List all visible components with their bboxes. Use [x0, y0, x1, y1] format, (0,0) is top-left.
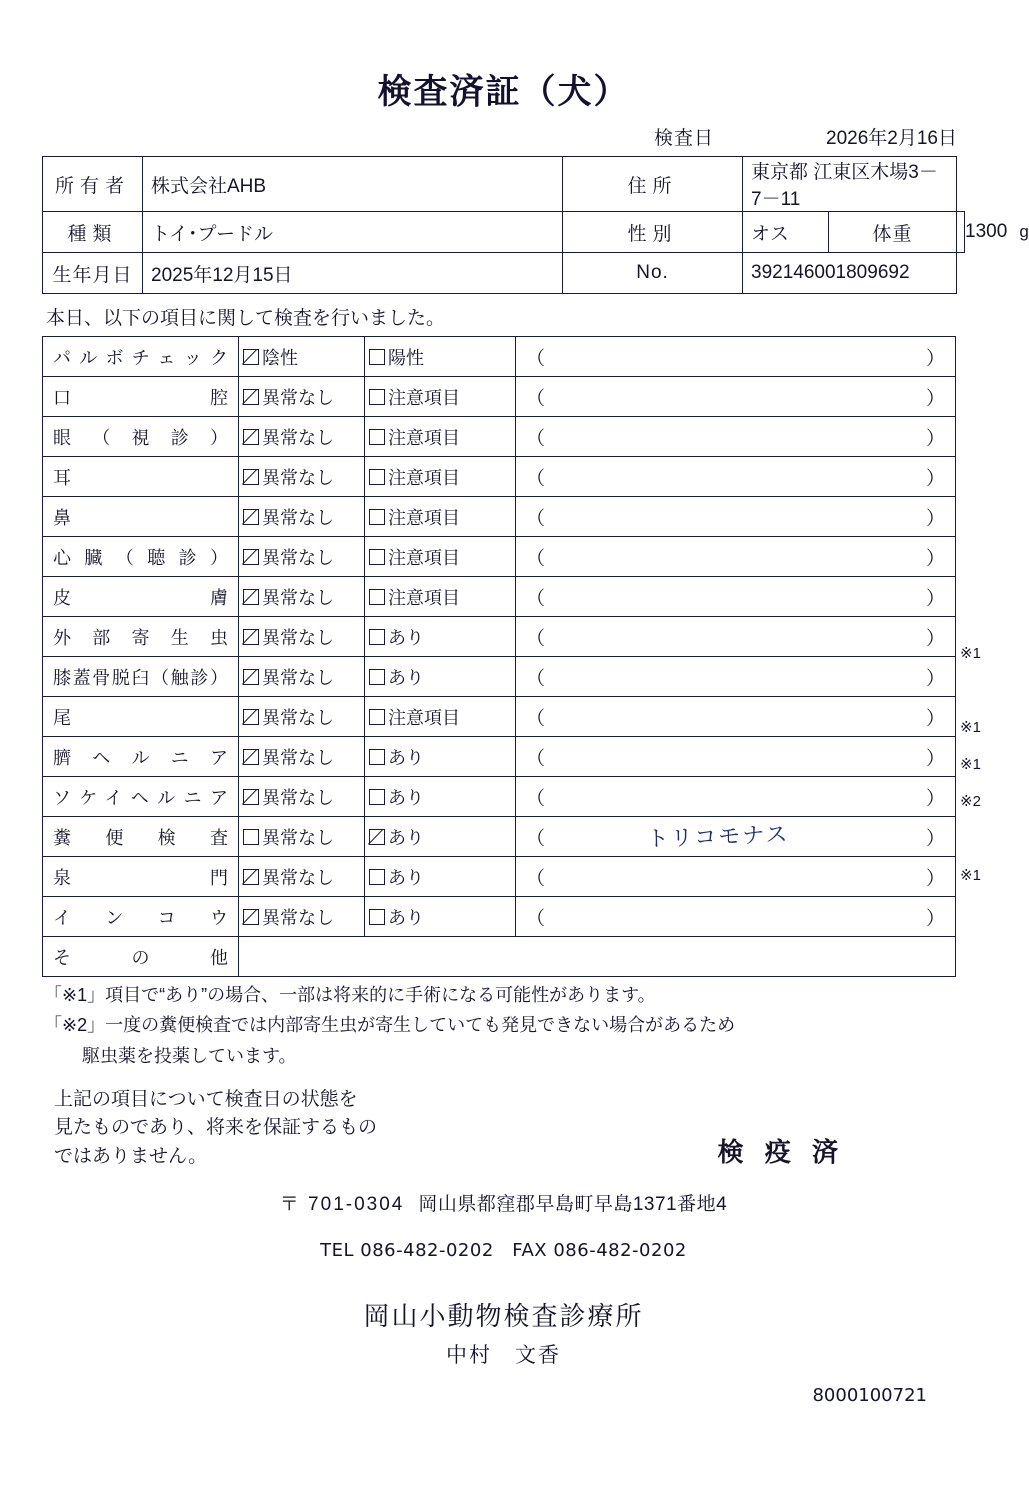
checkbox-option-2[interactable] — [365, 857, 516, 897]
checkbox-option-2-label: 注意項目 — [388, 507, 460, 528]
paren-open: （ — [526, 708, 546, 729]
owner-value: 株式会社AHB — [143, 157, 563, 212]
clinic-address — [42, 1189, 965, 1216]
checkbox-option-2-label: 注意項目 — [388, 707, 460, 728]
paren-open: （ — [526, 388, 546, 409]
checkbox-option-2[interactable] — [365, 657, 516, 697]
checkbox-option-2[interactable] — [365, 457, 516, 497]
weight-value: 1300 — [965, 221, 1008, 242]
inspection-item-label: 膝蓋骨脱臼（触診） — [43, 657, 239, 697]
paren-close: ） — [925, 468, 945, 489]
inspection-note-field[interactable] — [516, 817, 956, 857]
inspection-item-label: 耳 — [43, 457, 239, 497]
paren-open: （ — [526, 668, 546, 689]
checkbox-option-2[interactable] — [365, 697, 516, 737]
checkbox-option-2-label: 注意項目 — [388, 587, 460, 608]
checkbox-icon[interactable] — [369, 869, 385, 885]
sex-value: オス — [743, 212, 829, 253]
weight-label: 体重 — [829, 212, 957, 253]
inspection-item-label: 尾 — [43, 697, 239, 737]
paren-close: ） — [925, 428, 945, 449]
checkbox-icon[interactable] — [369, 389, 385, 405]
quarantine-stamp: 検 疫 済 — [717, 1136, 845, 1167]
table-row — [43, 657, 956, 697]
disclaimer-line-3: ではありません。 — [54, 1145, 208, 1167]
exam-date-row — [42, 123, 965, 150]
paren-open: （ — [526, 548, 546, 569]
checkbox-icon[interactable] — [369, 789, 385, 805]
page-title: 検査済証（犬） — [377, 73, 630, 111]
checkbox-option-2[interactable] — [365, 897, 516, 937]
inspection-item-label: 心臓（聴診） — [43, 537, 239, 577]
checkbox-option-1[interactable] — [239, 497, 365, 537]
checkbox-option-2-label: あり — [388, 907, 424, 928]
remark-marker: ※2 — [960, 793, 981, 810]
checkbox-option-1[interactable] — [239, 737, 365, 777]
checkbox-option-1[interactable] — [239, 817, 365, 857]
no-label: No. — [563, 253, 743, 294]
checkbox-option-2[interactable] — [365, 417, 516, 457]
exam-date-label: 検査日 — [654, 128, 715, 149]
table-row — [43, 417, 956, 457]
inspection-item-label: 眼（視診） — [43, 417, 239, 457]
inspection-note-field[interactable] — [516, 577, 956, 617]
inspection-item-label: パルボチェック — [43, 337, 239, 377]
checkbox-option-1-label: 異常なし — [262, 467, 334, 488]
inspection-note-field[interactable] — [516, 697, 956, 737]
inspection-item-blank — [239, 937, 956, 977]
paren-open: （ — [526, 348, 546, 369]
checkbox-option-2-label: 注意項目 — [388, 427, 460, 448]
inspection-item-label: 泉門 — [43, 857, 239, 897]
serial-number: 8000100721 — [812, 1385, 927, 1407]
clinic-name: 岡山小動物検査診療所 — [363, 1301, 644, 1332]
paren-close: ） — [925, 548, 945, 569]
weight-unit: g — [1019, 222, 1029, 241]
checkbox-icon[interactable] — [243, 789, 259, 805]
checkbox-option-1-label: 異常なし — [262, 547, 334, 568]
footnote-3-text: 駆虫薬を投薬しています。 — [82, 1045, 297, 1066]
checkbox-option-1[interactable] — [239, 337, 365, 377]
inspection-item-label: 皮膚 — [43, 577, 239, 617]
checkbox-icon[interactable] — [243, 829, 259, 845]
inspection-note-field[interactable] — [516, 737, 956, 777]
checkbox-option-1-label: 異常なし — [262, 587, 334, 608]
inspection-note-field[interactable] — [516, 337, 956, 377]
paren-close: ） — [925, 388, 945, 409]
table-row — [43, 937, 956, 977]
checkbox-option-1-label: 異常なし — [262, 427, 334, 448]
paren-close: ） — [925, 908, 945, 929]
inspector-name: 中村 文香 — [446, 1344, 561, 1368]
checkbox-option-2-label: 注意項目 — [388, 467, 460, 488]
inspection-note-field[interactable] — [516, 497, 956, 537]
checkbox-option-2[interactable] — [365, 737, 516, 777]
checkbox-option-2-label: あり — [388, 747, 424, 768]
checkbox-option-1-label: 異常なし — [262, 907, 334, 928]
paren-open: （ — [526, 508, 546, 529]
paren-open: （ — [526, 748, 546, 769]
checkbox-icon[interactable] — [243, 469, 259, 485]
inspection-item-label: 臍ヘルニア — [43, 737, 239, 777]
remark-marker: ※1 — [960, 867, 981, 884]
checkbox-icon[interactable] — [369, 549, 385, 565]
checkbox-icon[interactable] — [369, 829, 385, 845]
checkbox-option-2-label: 注意項目 — [388, 547, 460, 568]
table-row — [43, 577, 956, 617]
paren-open: （ — [526, 868, 546, 889]
checkbox-icon[interactable] — [369, 669, 385, 685]
checkbox-option-1[interactable] — [239, 657, 365, 697]
checkbox-icon[interactable] — [369, 509, 385, 525]
checkbox-option-1-label: 異常なし — [262, 707, 334, 728]
breed-value: トイ･プードル — [143, 212, 563, 253]
checkbox-option-1[interactable] — [239, 897, 365, 937]
checkbox-icon[interactable] — [369, 709, 385, 725]
remark-marker: ※1 — [960, 645, 981, 662]
checkbox-option-1[interactable] — [239, 577, 365, 617]
table-row — [43, 457, 956, 497]
checkbox-option-1[interactable] — [239, 377, 365, 417]
footnote-2: 「※2」一度の糞便検査では内部寄生虫が寄生していても発見できない場合があるため — [44, 1015, 736, 1036]
inspection-note-field[interactable] — [516, 777, 956, 817]
checkbox-option-2-label: あり — [388, 827, 424, 848]
paren-open: （ — [526, 628, 546, 649]
table-row — [43, 777, 956, 817]
exam-date-value: 2026年2月16日 — [826, 128, 957, 149]
footnote-1: 「※1」項目で“あり”の場合、一部は将来的に手術になる可能性があります。 — [44, 985, 656, 1005]
checkbox-option-2[interactable] — [365, 537, 516, 577]
paren-close: ） — [925, 708, 945, 729]
checkbox-option-1[interactable] — [239, 857, 365, 897]
owner-label: 所有者 — [43, 157, 143, 212]
handwritten-note: トリコモナス — [646, 821, 790, 852]
checkbox-option-2-label: あり — [388, 867, 424, 888]
checks-section — [42, 336, 981, 977]
remark-marker: ※1 — [960, 719, 981, 736]
address-value: 東京都 江東区木場3－7－11 — [743, 157, 957, 212]
weight-cell — [957, 212, 1029, 253]
birthdate-value: 2025年12月15日 — [143, 253, 563, 294]
checkbox-option-1-label: 異常なし — [262, 827, 334, 848]
paren-open: （ — [526, 908, 546, 929]
checkbox-icon[interactable] — [243, 549, 259, 565]
inspection-note-field[interactable] — [516, 857, 956, 897]
checkbox-icon[interactable] — [243, 389, 259, 405]
inspection-item-label: 糞便検査 — [43, 817, 239, 857]
inspection-item-label: 鼻 — [43, 497, 239, 537]
paren-close: ） — [925, 588, 945, 609]
checkbox-icon[interactable] — [369, 749, 385, 765]
lead-text: 本日、以下の項目に関して検査を行いました。 — [46, 308, 446, 329]
checkbox-icon[interactable] — [369, 349, 385, 365]
inspection-note-field[interactable] — [516, 377, 956, 417]
checkbox-option-2[interactable] — [365, 817, 516, 857]
checkbox-option-1[interactable] — [239, 697, 365, 737]
disclaimer-line-1: 上記の項目について検査日の状態を — [54, 1088, 358, 1110]
table-row — [43, 253, 965, 294]
inspection-item-label: インコウ — [43, 897, 239, 937]
paren-close: ） — [925, 668, 945, 689]
checkbox-icon[interactable] — [243, 669, 259, 685]
paren-close: ） — [925, 868, 945, 889]
checkbox-icon[interactable] — [243, 909, 259, 925]
paren-close: ） — [925, 748, 945, 769]
checkbox-icon[interactable] — [243, 749, 259, 765]
checkbox-option-1-label: 異常なし — [262, 867, 334, 888]
inspection-item-label: 口腔 — [43, 377, 239, 417]
checkbox-option-2[interactable] — [365, 497, 516, 537]
paren-open: （ — [526, 428, 546, 449]
checkbox-option-1-label: 異常なし — [262, 787, 334, 808]
table-row — [43, 157, 965, 212]
inspection-note-field[interactable] — [516, 457, 956, 497]
inspection-items-table — [42, 336, 956, 977]
paren-close: ） — [925, 348, 945, 369]
clinic-zip: 〒 701-0304 — [279, 1194, 405, 1216]
table-row — [43, 617, 956, 657]
table-row — [43, 212, 965, 253]
table-row — [43, 497, 956, 537]
checkbox-option-1-label: 陰性 — [262, 347, 298, 368]
inspection-item-label: ソケイヘルニア — [43, 777, 239, 817]
table-row — [43, 377, 956, 417]
checkbox-option-1-label: 異常なし — [262, 387, 334, 408]
paren-open: （ — [526, 468, 546, 489]
checkbox-icon[interactable] — [369, 429, 385, 445]
checkbox-icon[interactable] — [369, 589, 385, 605]
remark-marker: ※1 — [960, 756, 981, 773]
inspection-item-label: 外部寄生虫 — [43, 617, 239, 657]
checkbox-option-1-label: 異常なし — [262, 627, 334, 648]
checkbox-option-1[interactable] — [239, 617, 365, 657]
checkbox-icon[interactable] — [243, 509, 259, 525]
checkbox-option-1[interactable] — [239, 537, 365, 577]
checkbox-icon[interactable] — [243, 589, 259, 605]
checkbox-icon[interactable] — [369, 629, 385, 645]
certificate-page — [0, 64, 1029, 1488]
owner-info-table — [42, 156, 1029, 294]
checkbox-icon[interactable] — [369, 469, 385, 485]
checkbox-option-1[interactable] — [239, 777, 365, 817]
checkbox-option-1-label: 異常なし — [262, 747, 334, 768]
table-row — [43, 817, 956, 857]
address-label: 住所 — [563, 157, 743, 212]
paren-close: ） — [925, 828, 945, 849]
checkbox-icon[interactable] — [243, 349, 259, 365]
checkbox-option-1-label: 異常なし — [262, 667, 334, 688]
checkbox-option-2[interactable] — [365, 377, 516, 417]
inspection-note-field[interactable] — [516, 537, 956, 577]
checkbox-icon[interactable] — [369, 909, 385, 925]
inspection-note-field[interactable] — [516, 897, 956, 937]
checkbox-option-2-label: あり — [388, 667, 424, 688]
paren-open: （ — [526, 588, 546, 609]
paren-close: ） — [925, 508, 945, 529]
checkbox-option-2-label: あり — [388, 627, 424, 648]
breed-label: 種類 — [43, 212, 143, 253]
checkbox-option-2-label: 陽性 — [388, 347, 424, 368]
checkbox-option-2-label: 注意項目 — [388, 387, 460, 408]
checkbox-icon[interactable] — [243, 869, 259, 885]
inspection-note-field[interactable] — [516, 657, 956, 697]
checkbox-option-2[interactable] — [365, 337, 516, 377]
birthdate-label: 生年月日 — [43, 253, 143, 294]
checkbox-option-1[interactable] — [239, 457, 365, 497]
no-value: 392146001809692 — [743, 253, 957, 294]
clinic-contact: TEL 086-482-0202 FAX 086-482-0202 — [320, 1240, 687, 1262]
table-row — [43, 857, 956, 897]
footnote-3 — [44, 1044, 965, 1068]
checkbox-option-2[interactable] — [365, 777, 516, 817]
table-row — [43, 537, 956, 577]
checkbox-icon[interactable] — [243, 629, 259, 645]
paren-close: ） — [925, 628, 945, 649]
table-row — [43, 897, 956, 937]
inspection-note-field[interactable] — [516, 417, 956, 457]
footer-block — [42, 1086, 965, 1416]
inspection-note-field[interactable] — [516, 617, 956, 657]
paren-open: （ — [526, 788, 546, 809]
checkbox-option-2[interactable] — [365, 617, 516, 657]
paren-close: ） — [925, 788, 945, 809]
sex-label: 性別 — [563, 212, 743, 253]
checkbox-option-2[interactable] — [365, 577, 516, 617]
paren-open: （ — [526, 828, 546, 849]
checkbox-icon[interactable] — [243, 709, 259, 725]
checkbox-option-1[interactable] — [239, 417, 365, 457]
checkbox-option-1-label: 異常なし — [262, 507, 334, 528]
checkbox-icon[interactable] — [243, 429, 259, 445]
clinic-address-text: 岡山県都窪郡早島町早島1371番地4 — [418, 1194, 728, 1216]
table-row — [43, 737, 956, 777]
disclaimer-line-2: 見たものであり、将来を保証するもの — [54, 1117, 378, 1139]
table-row — [43, 337, 956, 377]
table-row — [43, 697, 956, 737]
checkbox-option-2-label: あり — [388, 787, 424, 808]
inspection-item-label: その他 — [43, 937, 239, 977]
